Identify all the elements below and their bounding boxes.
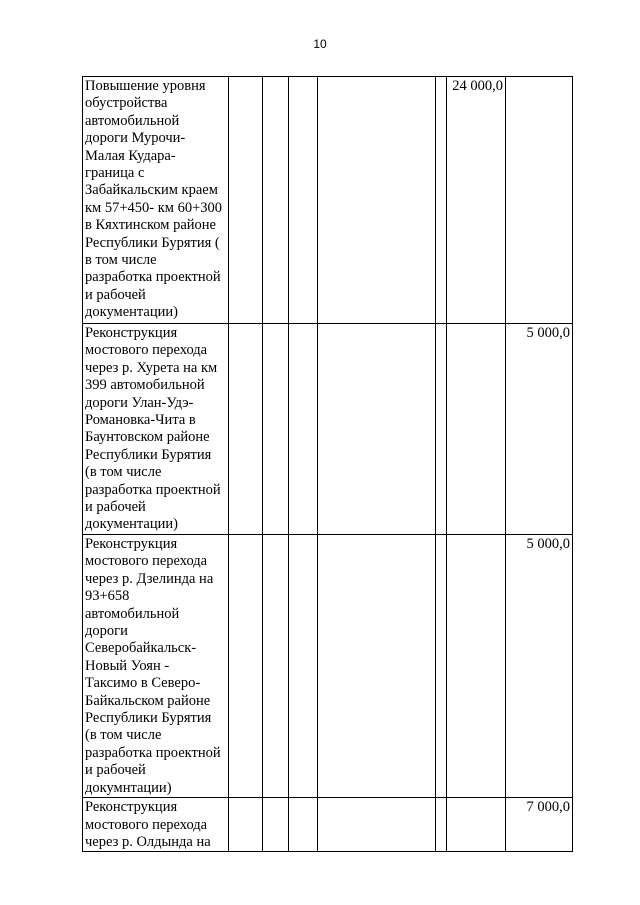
table-cell — [318, 77, 436, 324]
budget-table — [82, 76, 573, 852]
table-cell — [289, 535, 318, 798]
table-cell — [263, 798, 289, 852]
table-cell — [289, 798, 318, 852]
amount-cell: 24 000,0 — [447, 77, 506, 324]
table-cell — [229, 798, 263, 852]
page-number: 10 — [313, 37, 327, 51]
table-cell — [229, 324, 263, 535]
table-cell — [318, 535, 436, 798]
amount-cell: 5 000,0 — [506, 535, 573, 798]
table-row — [83, 798, 573, 852]
table-cell — [436, 77, 447, 324]
amount-cell — [447, 324, 506, 535]
table-row — [83, 77, 573, 324]
table-row — [83, 324, 573, 535]
amount-cell — [506, 77, 573, 324]
table-cell — [263, 324, 289, 535]
row-description: Повышение уровня обустройства автомобильной дороги Мурочи- Малая Кудара- граница с Забайкальским краем км 57+450- км 60+300 в Кяхтинском районе Республики Бурятия ( в том числе разработка проектной и рабочей документации) — [83, 77, 229, 324]
table-cell — [229, 77, 263, 324]
amount-cell — [447, 535, 506, 798]
row-description: Реконструкция мостового перехода через р. Хурета на км 399 автомобильной дороги Улан-Удэ- Романовка-Чита в Баунтовском районе Республики Бурятия (в том числе разработка проектной и рабочей документации) — [83, 324, 229, 535]
table-cell — [289, 77, 318, 324]
table-cell — [436, 324, 447, 535]
table-cell — [229, 535, 263, 798]
row-description: Реконструкция мостового перехода через р. Олдында на — [83, 798, 229, 852]
amount-cell: 7 000,0 — [506, 798, 573, 852]
table-cell — [436, 798, 447, 852]
amount-cell — [447, 798, 506, 852]
table-row — [83, 535, 573, 798]
table-cell — [263, 535, 289, 798]
amount-cell: 5 000,0 — [506, 324, 573, 535]
row-description: Реконструкция мостового перехода через р. Дзелинда на 93+658 автомобильной дороги Севеpобайкальск- Новый Уоян - Таксимо в Северо- Байкальском районе Республики Бурятия (в том числе разработка проектной и рабочей докумнтации) — [83, 535, 229, 798]
table-cell — [318, 324, 436, 535]
table-cell — [263, 77, 289, 324]
table-cell — [436, 535, 447, 798]
table-cell — [289, 324, 318, 535]
table-cell — [318, 798, 436, 852]
